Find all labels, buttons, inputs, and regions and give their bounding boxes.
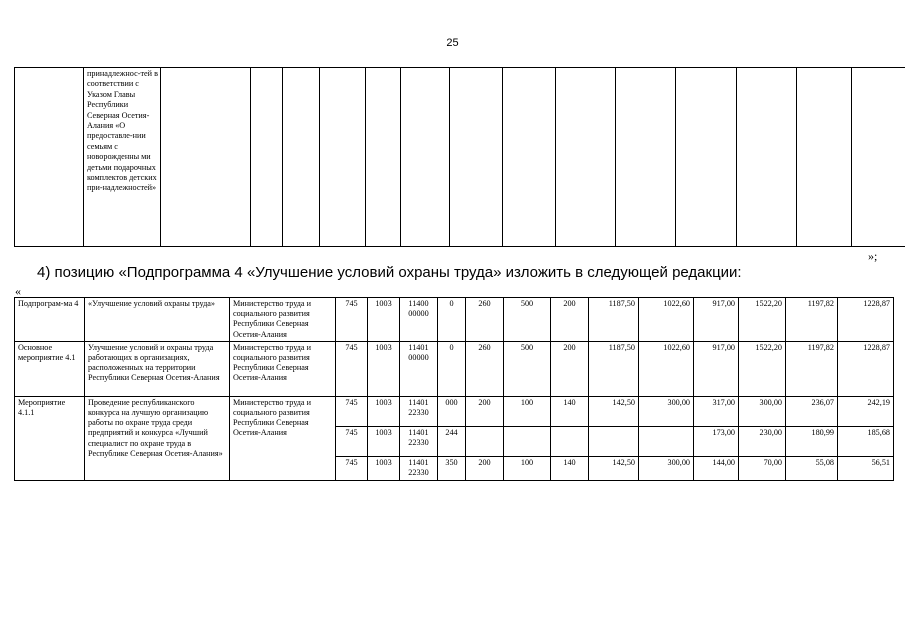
value-cell (639, 426, 694, 456)
value-cell: 300,00 (639, 456, 694, 480)
vr-cell: 244 (438, 426, 466, 456)
value-cell: 230,00 (739, 426, 786, 456)
table-row (15, 68, 905, 247)
subprogram-table (14, 297, 894, 481)
value-cell: 70,00 (739, 456, 786, 480)
value-cell: 185,68 (838, 426, 894, 456)
grbs-cell: 745 (336, 298, 368, 342)
rzpr-cell: 1003 (368, 426, 400, 456)
value-cell: 1228,87 (838, 298, 894, 342)
row-description-cell: Проведение республиканского конкурса на лучшую организацию работы по охране труда среди предприятий и конкурса «Лучший специалист по охране труда в Республике Северная Осетия-Алания» (85, 396, 230, 480)
row-description-cell: «Улучшение условий охраны труда» (85, 298, 230, 342)
row-description-cell: Улучшение условий и охраны труда работающих в организациях, расположенных на территории Республики Северная Осетия-Алания (85, 341, 230, 396)
rzpr-cell: 1003 (368, 341, 400, 396)
value-cell: 1197,82 (786, 341, 838, 396)
row-name-cell: Мероприятие 4.1.1 (15, 396, 85, 480)
value-cell: 1187,50 (589, 298, 639, 342)
vr-cell: 000 (438, 396, 466, 426)
section-heading: 4) позицию «Подпрограмма 4 «Улучшение условий охраны труда» изложить в следующей редакции: (37, 264, 742, 281)
value-cell: 242,19 (838, 396, 894, 426)
value-cell: 1022,60 (639, 341, 694, 396)
value-cell: 1187,50 (589, 341, 639, 396)
csr-cell: 11401 22330 (400, 396, 438, 426)
grbs-cell: 745 (336, 341, 368, 396)
vr-cell: 350 (438, 456, 466, 480)
value-cell: 236,07 (786, 396, 838, 426)
value-cell: 1522,20 (739, 341, 786, 396)
row-executor-cell: Министерство труда и социального развития Республики Северная Осетия-Алания (230, 396, 336, 480)
grbs-cell: 745 (336, 456, 368, 480)
value-cell: 56,51 (838, 456, 894, 480)
row-executor-cell: Министерство труда и социального развития Республики Северная Осетия-Алания (230, 341, 336, 396)
value-cell: 142,50 (589, 456, 639, 480)
value-cell: 100 (504, 396, 551, 426)
value-cell: 300,00 (739, 396, 786, 426)
value-cell: 140 (551, 456, 589, 480)
value-cell: 55,08 (786, 456, 838, 480)
row-name-cell: Подпрограм-ма 4 (15, 298, 85, 342)
vr-cell: 0 (438, 298, 466, 342)
grbs-cell: 745 (336, 426, 368, 456)
csr-cell: 11401 22330 (400, 426, 438, 456)
value-cell: 317,00 (694, 396, 739, 426)
csr-cell: 11401 00000 (400, 341, 438, 396)
value-cell: 1022,60 (639, 298, 694, 342)
value-cell: 200 (466, 456, 504, 480)
value-cell (466, 426, 504, 456)
value-cell: 142,50 (589, 396, 639, 426)
value-cell (504, 426, 551, 456)
value-cell: 917,00 (694, 341, 739, 396)
row-executor-cell: Министерство труда и социального развития Республики Северная Осетия-Алания (230, 298, 336, 342)
value-cell: 500 (504, 298, 551, 342)
opening-quote: « (15, 284, 21, 298)
value-cell: 200 (551, 341, 589, 396)
value-cell: 200 (466, 396, 504, 426)
continued-table (14, 67, 905, 247)
rzpr-cell: 1003 (368, 396, 400, 426)
vr-cell: 0 (438, 341, 466, 396)
value-cell: 1228,87 (838, 341, 894, 396)
page-number: 25 (446, 37, 459, 49)
table-row (15, 298, 894, 342)
value-cell: 917,00 (694, 298, 739, 342)
csr-cell: 11401 22330 (400, 456, 438, 480)
value-cell: 260 (466, 298, 504, 342)
csr-cell: 11400 00000 (400, 298, 438, 342)
row-name-cell: Основное мероприятие 4.1 (15, 341, 85, 396)
value-cell: 500 (504, 341, 551, 396)
value-cell: 173,00 (694, 426, 739, 456)
grbs-cell: 745 (336, 396, 368, 426)
value-cell: 300,00 (639, 396, 694, 426)
value-cell (551, 426, 589, 456)
table-row (15, 341, 894, 396)
rzpr-cell: 1003 (368, 298, 400, 342)
closing-quote: »; (868, 249, 878, 263)
value-cell: 1197,82 (786, 298, 838, 342)
value-cell: 100 (504, 456, 551, 480)
value-cell: 1522,20 (739, 298, 786, 342)
value-cell (589, 426, 639, 456)
value-cell: 140 (551, 396, 589, 426)
value-cell: 144,00 (694, 456, 739, 480)
continued-description-cell: принадлежнос-тей в соответствии с Указом Главы Республики Северная Осетия-Алания «О предоставле-нии семьям с новорожденны ми детьми подарочных комплектов детских при-надлежностей» (84, 68, 161, 247)
rzpr-cell: 1003 (368, 456, 400, 480)
value-cell: 180,99 (786, 426, 838, 456)
value-cell: 200 (551, 298, 589, 342)
table-row (15, 396, 894, 426)
value-cell: 260 (466, 341, 504, 396)
